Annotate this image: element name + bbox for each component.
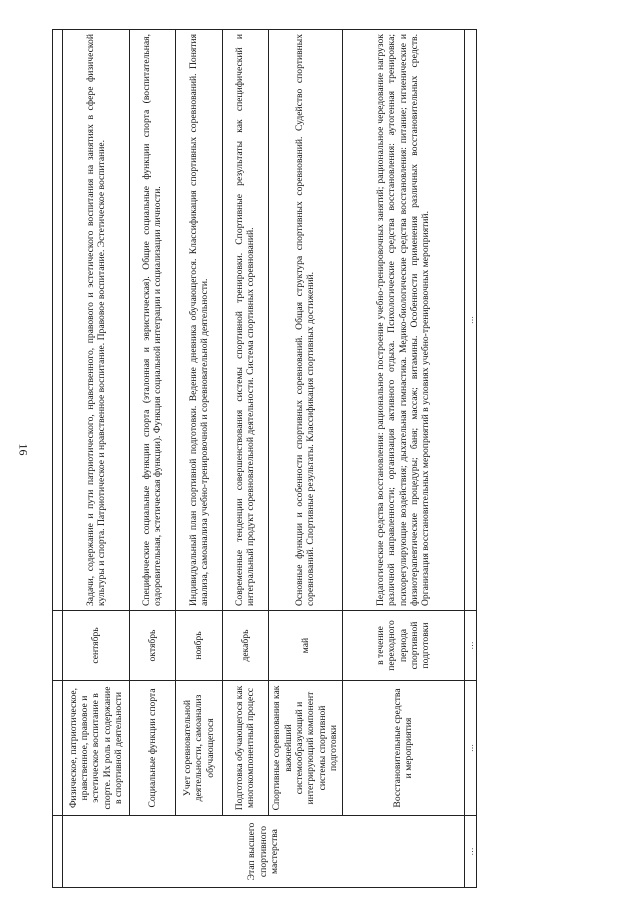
blank-cell xyxy=(53,816,63,888)
content-cell: Задачи, содержание и пути патриотического, нравственного, правового и эстетического воспитания на занятиях в сфере физической культуры и спорта. Патриотическое и нравственное воспитание. Правовое воспитание. Эстетическое воспитание. xyxy=(63,30,130,611)
content-cell: Индивидуальный план спортивной подготовки. Ведение дневника обучающегося. Классификация спортивных соревнований. Понятия анализа, самоанализа учебно-тренировочной и соревновательной деятельности. xyxy=(176,30,222,611)
ellipsis-cell: … xyxy=(464,611,476,681)
table-row xyxy=(269,30,343,888)
blank-cell xyxy=(53,681,63,816)
table-row xyxy=(222,30,268,888)
topic-cell: Спортивные соревнования как важнейший системообразующий и интегрирующий компонент системы спортивной подготовки xyxy=(269,681,343,816)
table-row xyxy=(63,30,130,888)
topic-cell: Подготовка обучающегося как многокомпонентный процесс xyxy=(222,681,268,816)
content-cell: Современные тенденции совершенствования системы спортивной тренировки. Спортивные результаты как специфический и интегральный продукт соревновательной деятельности. Система спортивных соревнований. xyxy=(222,30,268,611)
blank-cell xyxy=(53,30,63,611)
content-cell: Педагогические средства восстановления: рациональное построение учебно-тренировочных занятий; рациональное чередование нагрузок различной направленности; организация активного отдыха. Психологические средства восстановления: аутогенная тренировка; психорегулирующие воздействия; дыхательная гимнастика. Медико-биологические средства восстановления: питание; гигиенические и физиотерапевтические процедуры; баня; массаж; витамины. Особенности применения различных восстановительных средств. Организация восстановительных мероприятий в условиях учебно-тренировочных мероприятий. xyxy=(342,30,464,611)
table-top-border-row xyxy=(53,30,63,888)
period-cell: сентябрь xyxy=(63,611,130,681)
topic-cell: Физическое, патриотическое, нравственное, правовое и эстетическое воспитание в спорте. Их роль и содержание в спортивной деятельности xyxy=(63,681,130,816)
ellipsis-row xyxy=(464,30,476,888)
table-row xyxy=(129,30,175,888)
topic-cell: Учет соревновательной деятельности, самоанализ обучающегося xyxy=(176,681,222,816)
table-row xyxy=(342,30,464,888)
period-cell: декабрь xyxy=(222,611,268,681)
stage-cell: Этап высшего спортивного мастерства xyxy=(63,816,465,888)
blank-cell xyxy=(53,611,63,681)
ellipsis-cell: … xyxy=(464,30,476,611)
ellipsis-cell: … xyxy=(464,681,476,816)
curriculum-table xyxy=(52,29,477,888)
content-cell: Основные функции и особенности спортивных соревнований. Общая структура спортивных соревнований. Судейство спортивных соревнований. Спортивные результаты. Классификация спортивных достижений. xyxy=(269,30,343,611)
table-container xyxy=(52,30,477,888)
table-row xyxy=(176,30,222,888)
content-cell: Специфические социальные функции спорта (эталонная и эвристическая). Общие социальные функции спорта (воспитательная, оздоровительная, эстетическая функции). Функция социальной интеграции и социализации личности. xyxy=(129,30,175,611)
rotated-table xyxy=(52,30,477,888)
topic-cell: Социальные функции спорта xyxy=(129,681,175,816)
ellipsis-cell: … xyxy=(464,816,476,888)
topic-cell: Восстановительные средства и мероприятия xyxy=(342,681,464,816)
period-cell: в течение переходного периода спортивной подготовки xyxy=(342,611,464,681)
period-cell: май xyxy=(269,611,343,681)
period-cell: октябрь xyxy=(129,611,175,681)
page-number: 16 xyxy=(16,443,31,456)
period-cell: ноябрь xyxy=(176,611,222,681)
